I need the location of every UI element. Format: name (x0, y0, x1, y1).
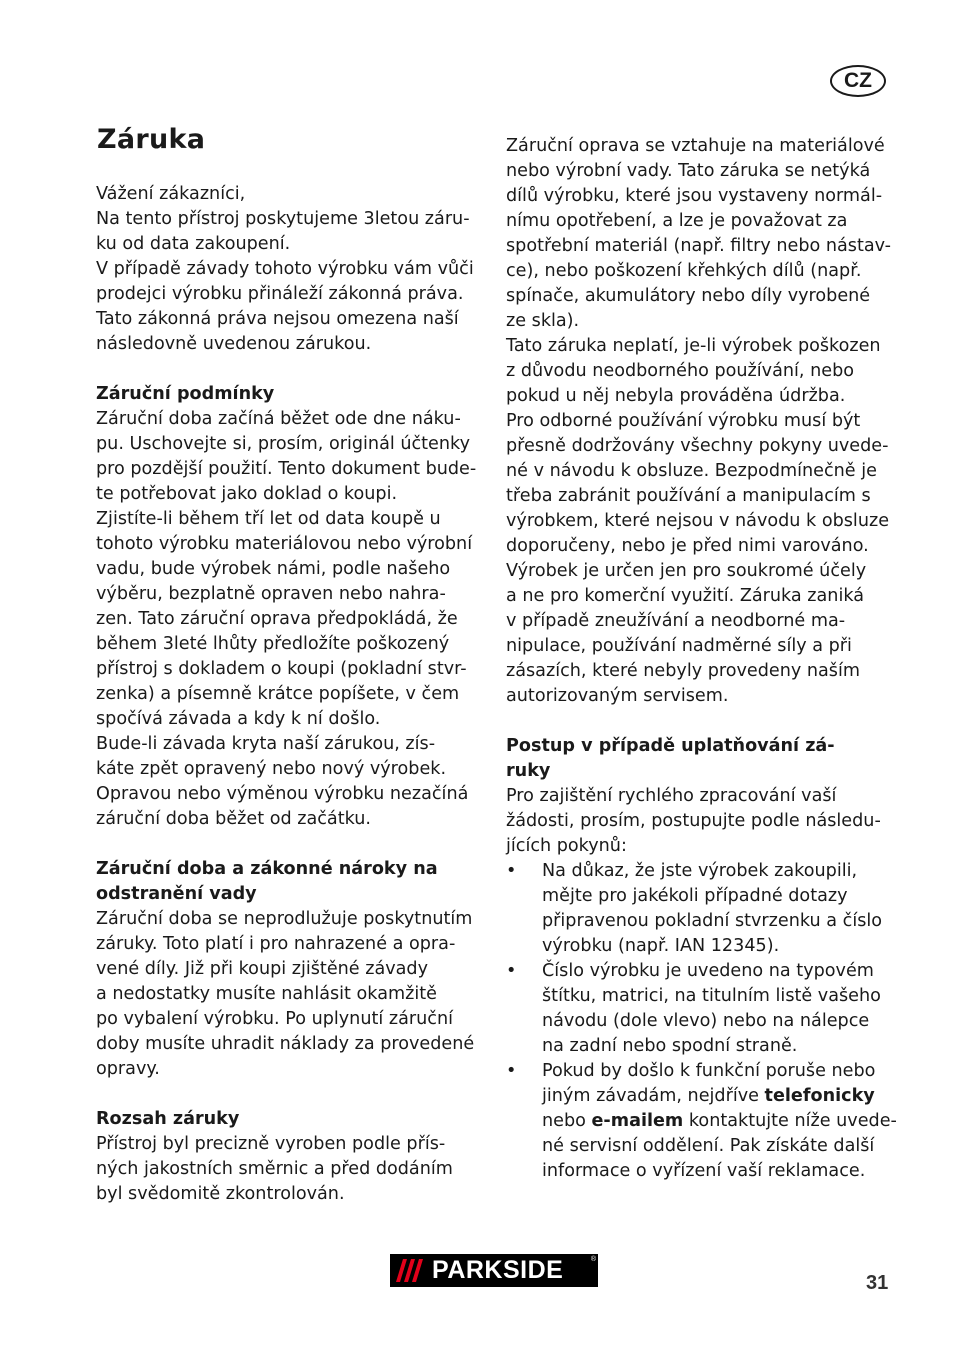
text-line: připravenou pokladní stvrzenku a číslo (542, 911, 883, 931)
text-line: nímu opotřebení, a lze je považovat za (506, 211, 848, 231)
text-line: Bude-li závada kryta naší zárukou, zís- (96, 734, 436, 754)
text-line: nipulace, používání nadměrné síly a při (506, 636, 852, 656)
text-line: pu. Uschovejte si, prosím, originál účtenky (96, 434, 470, 454)
text-line: Číslo výrobku je uvedeno na typovém (542, 961, 874, 981)
text-line: doporučeny, nebo je před nimi varováno. (506, 536, 869, 556)
text-line: Opravou nebo výměnou výrobku nezačíná (96, 784, 469, 804)
section-heading-warranty-scope: Rozsah záruky (96, 1109, 240, 1129)
slashes-icon (390, 1254, 428, 1287)
text-line: pro pozdější použití. Tento dokument bude- (96, 459, 477, 479)
text-line: a nedostatky musíte nahlásit okamžitě (96, 984, 437, 1004)
page-number: 31 (866, 1272, 889, 1294)
text-line: doby musíte uhradit náklady za provedené (96, 1034, 475, 1054)
section-heading-warranty-period (96, 857, 486, 907)
text-line: odstranění vady (96, 884, 257, 904)
text-line: Tato zákonná práva nejsou omezena naší (96, 309, 459, 329)
warranty-conditions-text (96, 407, 486, 832)
text-line: následovně uvedenou zárukou. (96, 334, 372, 354)
bullet-icon: • (506, 961, 517, 981)
section-heading-claim-procedure (506, 734, 896, 784)
text-line: vené díly. Již při koupi zjištěné závady (96, 959, 429, 979)
page-title: Záruka (97, 124, 206, 155)
text-line: Zjistíte-li během tří let od data koupě u (96, 509, 441, 529)
list-item: • Pokud by došlo k funkční poruše nebo jiným závadám, nejdříve telefonicky nebo e-mailem kontaktujte níže uvede- né servisní oddělení. Pak získáte další informace o vyřízení vaší reklamace. (506, 1061, 897, 1181)
text-line: autorizovaným servisem. (506, 686, 729, 706)
text-line: Pro odborné používání výrobku musí být (506, 411, 861, 431)
text-line: opravy. (96, 1059, 160, 1079)
text-line: prodejci výrobku přináleží zákonná práva. (96, 284, 464, 304)
list-item (506, 859, 896, 959)
bullet-icon: • (506, 1061, 517, 1081)
text-line: nebo výrobní vady. Tato záruka se netýká (506, 161, 871, 181)
warranty-coverage-text (506, 134, 896, 709)
phone-emphasis: telefonicky (764, 1086, 875, 1106)
email-emphasis: e-mailem (591, 1111, 684, 1131)
text-line: v případě zneužívání a neodborné ma- (506, 611, 846, 631)
text-line: přístroj s dokladem o koupi (pokladní stvr- (96, 659, 467, 679)
text-line: dílů výrobku, které jsou vystaveny normál- (506, 186, 883, 206)
text-line: Vážení zákazníci, (96, 184, 246, 204)
claim-procedure-text (506, 784, 896, 859)
text-line: Přístroj byl precizně vyroben podle přís- (96, 1134, 446, 1154)
text-line: záruky. Toto platí i pro nahrazené a opra- (96, 934, 456, 954)
text-line: né v návodu k obsluze. Bezpodmínečně je (506, 461, 877, 481)
text-line: výběru, bezplatně opraven nebo nahra- (96, 584, 446, 604)
text-line: štítku, matrici, na titulním listě vašeho (542, 986, 881, 1006)
country-badge: CZ (830, 65, 886, 97)
text-line: během 3leté lhůty předložíte poškozený (96, 634, 450, 654)
text-line: přesně dodržovány všechny pokyny uvede- (506, 436, 889, 456)
text-line: na zadní nebo spodní straně. (542, 1036, 798, 1056)
text-line: spotřební materiál (např. filtry nebo nástav- (506, 236, 891, 256)
text-line: byl svědomitě zkontrolován. (96, 1184, 345, 1204)
text-line: návodu (dole vlevo) nebo na nálepce (542, 1011, 870, 1031)
text-line: te potřebovat jako doklad o koupi. (96, 484, 398, 504)
text-line: Tato záruka neplatí, je-li výrobek poškozen (506, 336, 881, 356)
text-line: ných jakostních směrnic a před dodáním (96, 1159, 453, 1179)
text-line: Postup v případě uplatňování zá- (506, 736, 835, 756)
text-line: zásazích, které nebyly provedeny naším (506, 661, 861, 681)
text-line: Záruční doba se neprodlužuje poskytnutím (96, 909, 473, 929)
text-line: tohoto výrobku materiálovou nebo výrobní (96, 534, 473, 554)
text-line: Pro zajištění rychlého zpracování vaší (506, 786, 837, 806)
text-line: výrobkem, které nejsou v návodu k obsluze (506, 511, 890, 531)
registered-mark: ® (590, 1256, 596, 1263)
text-line: ze skla). (506, 311, 580, 331)
text-line: V případě závady tohoto výrobku vám vůči (96, 259, 474, 279)
parkside-logo (390, 1254, 598, 1287)
bullet-icon: • (506, 861, 517, 881)
text-line: z důvodu neodborného používání, nebo (506, 361, 855, 381)
intro-paragraph (96, 182, 486, 357)
text-line: zen. Tato záruční oprava předpokládá, že (96, 609, 458, 629)
list-item (506, 959, 896, 1059)
logo-text: PARKSIDE (432, 1256, 564, 1284)
text-line: Výrobek je určen jen pro soukromé účely (506, 561, 867, 581)
text-line: Záruční oprava se vztahuje na materiálové (506, 136, 885, 156)
text-line: zenka) a písemně krátce popíšete, v čem (96, 684, 460, 704)
text-line: spočívá závada a kdy k ní došlo. (96, 709, 381, 729)
text-line: Na tento přístroj poskytujeme 3letou záru- (96, 209, 470, 229)
text-line: ruky (506, 761, 551, 781)
left-column (96, 182, 486, 1207)
text-line: Záruční doba a zákonné nároky na (96, 859, 438, 879)
text-line: a ne pro komerční využití. Záruka zaniká (506, 586, 865, 606)
text-line: Záruční doba začíná běžet ode dne náku- (96, 409, 461, 429)
text-line: výrobku (např. IAN 12345). (542, 936, 780, 956)
text-line: spínače, akumulátory nebo díly vyrobené (506, 286, 871, 306)
text-line: pokud u něj nebyla prováděna údržba. (506, 386, 846, 406)
text-line: jících pokynů: (506, 836, 627, 856)
section-heading-warranty-conditions: Záruční podmínky (96, 384, 275, 404)
text-line: Na důkaz, že jste výrobek zakoupili, (542, 861, 858, 881)
warranty-period-text (96, 907, 486, 1082)
claim-procedure-bullets (506, 859, 896, 1059)
text-line: káte zpět opravený nebo nový výrobek. (96, 759, 447, 779)
text-line: žádosti, prosím, postupujte podle následu- (506, 811, 881, 831)
text-line: vadu, bude výrobek námi, podle našeho (96, 559, 451, 579)
text-line: ku od data zakoupení. (96, 234, 291, 254)
text-line: ce), nebo poškození křehkých dílů (např. (506, 261, 862, 281)
right-column (506, 134, 896, 1184)
text-line: záruční doba běžet od začátku. (96, 809, 372, 829)
text-line: třeba zabránit používání a manipulacím s (506, 486, 871, 506)
text-line: po vybalení výrobku. Po uplynutí záruční (96, 1009, 453, 1029)
text-line: mějte pro jakékoli případné dotazy (542, 886, 848, 906)
warranty-scope-text (96, 1132, 486, 1207)
